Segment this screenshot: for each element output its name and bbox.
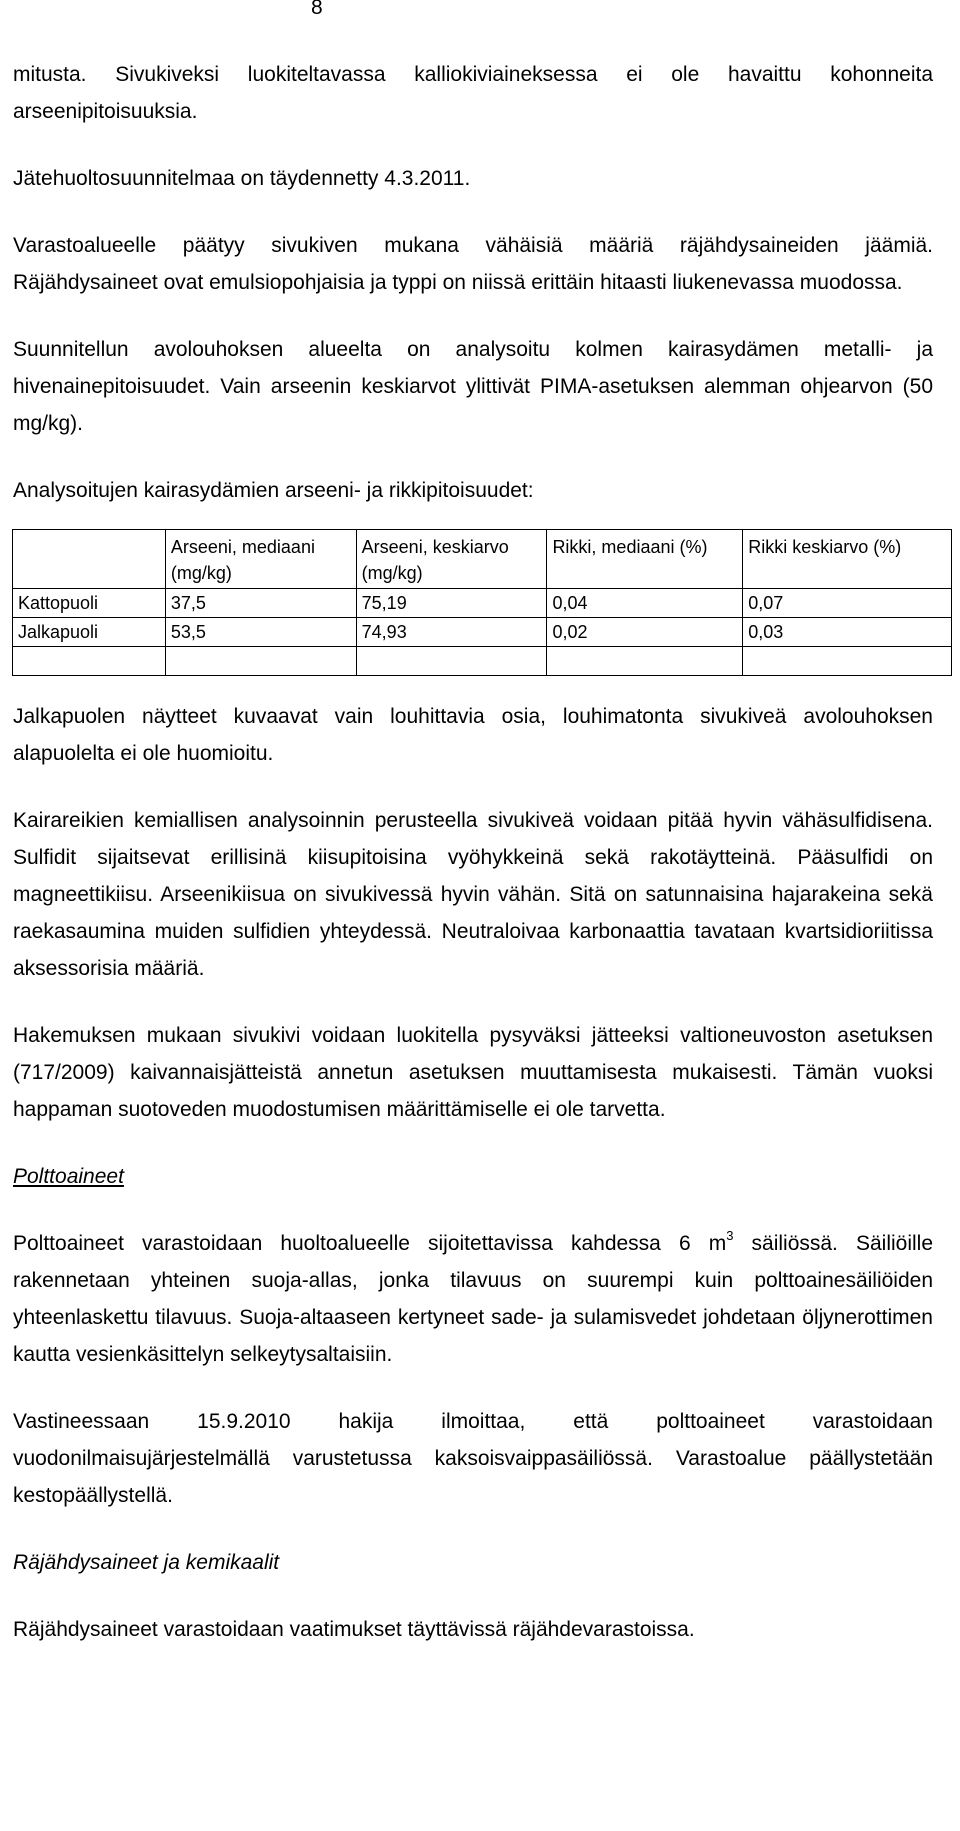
section-heading-fuels: Polttoaineet [13,1165,124,1188]
cubic-superscript: 3 [726,1228,734,1243]
paragraph-fuel-response: Vastineessaan 15.9.2010 hakija ilmoittaa, että polttoaineet varastoidaan vuodonilmaisujärjestelmällä varustetussa kaksoisvaippasäiliössä. Varastoalue päällystetään kestopäällystellä. [13,1410,933,1507]
paragraph-sulfide-analysis: Kairareikien kemiallisen analysoinnin perusteella sivukiveä voidaan pitää hyvin vähäsulfidisena. Sulfidit sijaitsevat erillisinä kiisupitoisina vyöhykkeinä sekä rakotäytteinä. Pääsulfidi on magneettikiisu. Arseenikiisua on sivukivessä hyvin vähän. Sitä on satunnaisina hajarakeina sekä raekasaumina muiden sulfidien yhteydessä. Neutraloivaa karbonaattia tavataan kvartsidioriitissa aksessorisia määriä. [13,809,933,980]
table-cell-empty [743,647,952,676]
table-cell: 53,5 [165,618,356,647]
table-cell: 0,04 [547,589,743,618]
table-cell: 74,93 [356,618,547,647]
paragraph-supplement-date: Jätehuoltosuunnitelmaa on täydennetty 4.3.2011. [13,167,471,190]
table-cell: 0,07 [743,589,952,618]
table-cell: Jalkapuoli [13,618,166,647]
paragraph-core-analysis: Suunnitellun avolouhoksen alueelta on analysoitu kolmen kairasydämen metalli- ja hivenainepitoisuudet. Vain arseenin keskiarvot ylittivät PIMA-asetuksen alemman ohjearvon (50 mg/kg). [13,338,933,435]
paragraph-waste-classification: Hakemuksen mukaan sivukivi voidaan luokitella pysyväksi jätteeksi valtioneuvoston asetuksen (717/2009) kaivannaisjätteistä annetun asetuksen muuttamisesta mukaisesti. Tämän vuoksi happaman suotoveden muodostumisen määrittämiselle ei ole tarvetta. [13,1024,933,1121]
table-header-cell [13,530,166,589]
table-row [13,618,952,647]
page-number: 8 [311,0,323,19]
document-body [13,56,933,1678]
table-cell: Kattopuoli [13,589,166,618]
table-header-cell: Rikki, mediaani (%) [547,530,743,589]
table-header-row [13,530,952,589]
table-empty-row [13,647,952,676]
table-header-cell: Rikki keskiarvo (%) [743,530,952,589]
paragraph-fuel-storage [13,1225,933,1373]
table-cell-empty [165,647,356,676]
paragraph-continuation: mitusta. Sivukiveksi luokiteltavassa kalliokiviaineksessa ei ole havaittu kohonneita arseenipitoisuuksia. [13,63,933,123]
table-cell: 0,03 [743,618,952,647]
table-header-cell: Arseeni, keskiarvo (mg/kg) [356,530,547,589]
paragraph-explosives-storage: Räjähdysaineet varastoidaan vaatimukset täyttävissä räjähdevarastoissa. [13,1618,695,1641]
paragraph-footwall-samples: Jalkapuolen näytteet kuvaavat vain louhittavia osia, louhimatonta sivukiveä avolouhoksen alapuolelta ei ole huomioitu. [13,705,933,765]
table-cell-empty [13,647,166,676]
table-caption: Analysoitujen kairasydämien arseeni- ja rikkipitoisuudet: [13,479,534,502]
arsenic-sulfur-table [12,529,952,676]
table-cell: 37,5 [165,589,356,618]
table-header-cell: Arseeni, mediaani (mg/kg) [165,530,356,589]
paragraph-explosive-residues: Varastoalueelle päätyy sivukiven mukana vähäisiä määriä räjähdysaineiden jäämiä. Räjähdysaineet ovat emulsiopohjaisia ja typpi on niissä erittäin hitaasti liukenevassa muodossa. [13,234,933,294]
fuel-storage-text-end: säiliössä. Säiliöille rakennetaan yhteinen suoja-allas, jonka tilavuus on suurempi kuin polttoainesäiliöiden yhteenlaskettu tilavuus. Suoja-altaaseen kertyneet sade- ja sulamisvedet johdetaan öljynerottimen kautta vesienkäsittelyn selkeytysaltaisiin. [13,1232,934,1366]
table-cell-empty [356,647,547,676]
table-row [13,589,952,618]
table-cell: 75,19 [356,589,547,618]
section-heading-explosives: Räjähdysaineet ja kemikaalit [13,1551,280,1574]
table-cell-empty [547,647,743,676]
table-cell: 0,02 [547,618,743,647]
fuel-storage-text-start: Polttoaineet varastoidaan huoltoalueelle sijoitettavissa kahdessa 6 m [13,1232,727,1255]
